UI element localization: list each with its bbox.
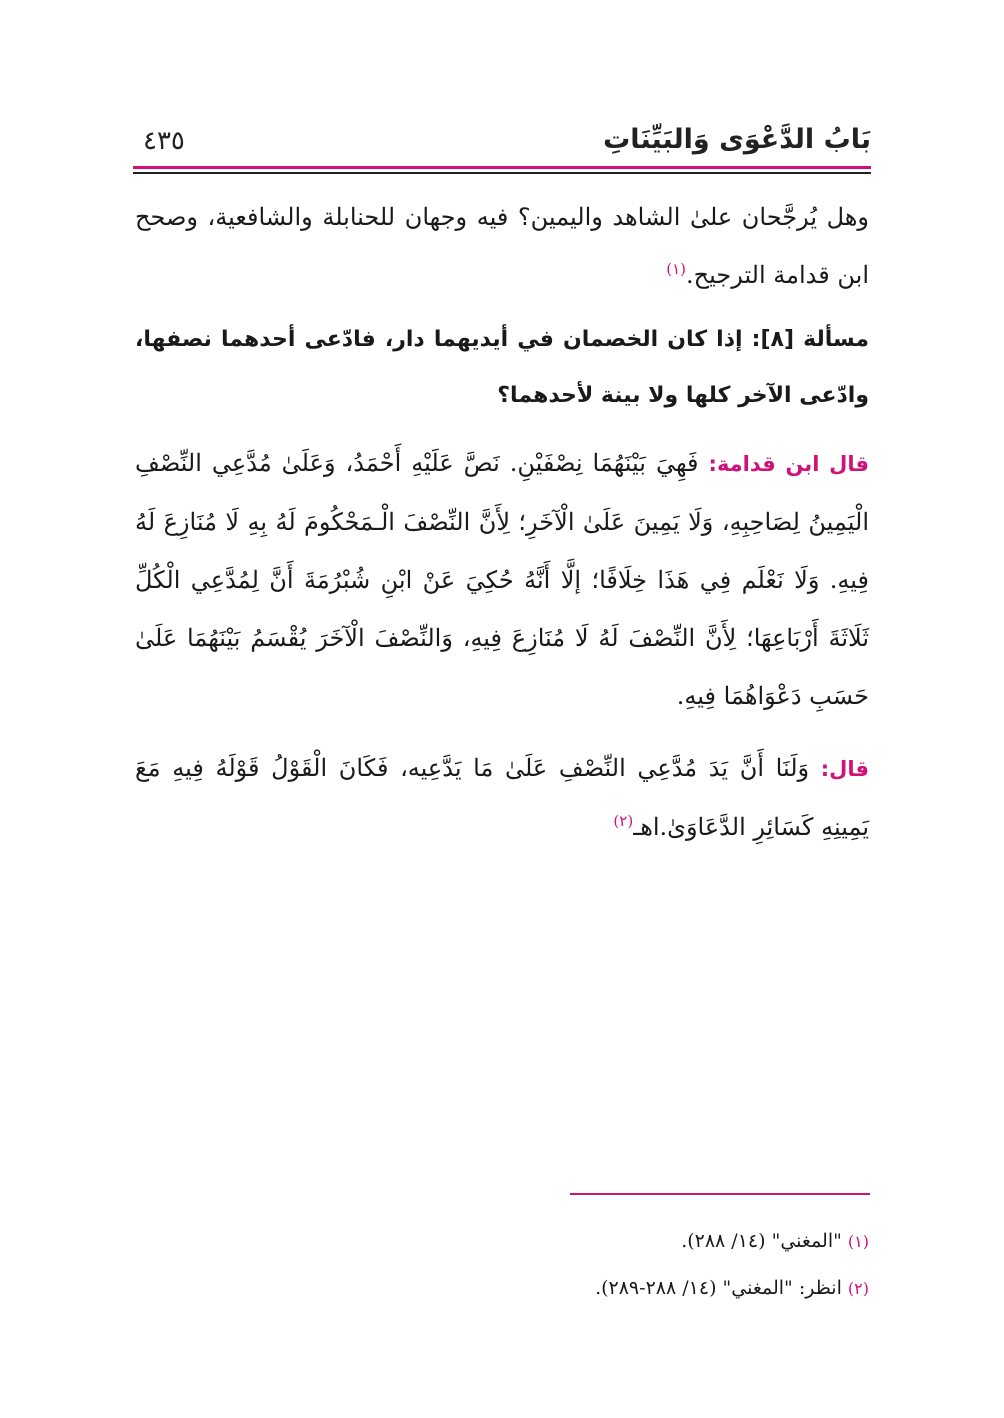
conclusion-text: وَلَنَا أَنَّ يَدَ مُدَّعِي النِّصْفِ عَلَىٰ مَا يَدَّعِيه، فَكَانَ الْقَوْلُ قَوْلَهُ فِيهِ مَعَ يَمِينِهِ كَسَائِرِ الدَّعَاوَىٰ.اهـ [135,754,869,841]
footnote-text: انظر: "المغني" (١٤/ ٢٨٨-٢٨٩). [595,1277,842,1299]
footnote-ref-2[interactable]: (٢) [613,812,634,830]
footnote-2 [135,1265,869,1312]
footnote-1 [135,1218,869,1265]
question-text: مسألة [٨]: إذا كان الخصمان في أيديهما دار، فادّعى أحدهما نصفها، وادّعى الآخر كلها ولا بينة لأحدهما؟ [135,327,869,408]
intro-text: وهل يُرجَّحان علىٰ الشاهد واليمين؟ فيه وجهان للحنابلة والشافعية، وصحح ابن قدامة الترجيح. [135,203,870,289]
conclusion-lead: قال: [820,757,869,781]
footnotes [135,1218,869,1312]
conclusion-paragraph [135,739,869,856]
footnote-number: (٢) [847,1279,869,1298]
quote-paragraph [135,434,869,725]
footnote-separator [570,1193,870,1195]
running-title: بَابُ الدَّعْوَى وَالبَيِّنَاتِ [603,124,871,155]
page-number: ٤٣٥ [143,126,185,156]
header-rule-magenta [133,166,871,169]
intro-paragraph [135,188,869,304]
quote-text: فَهِيَ بَيْنَهُمَا نِصْفَيْنِ. نَصَّ عَلَيْهِ أَحْمَدُ، وَعَلَىٰ مُدَّعِي النِّصْفِ الْيَمِينُ لِصَاحِبِهِ، وَلَا يَمِينَ عَلَىٰ الْآخَرِ؛ لِأَنَّ النِّصْفَ الْـمَحْكُومَ لَهُ بِهِ لَا مُنَازِعَ لَهُ فِيهِ. وَلَا نَعْلَم فِي هَذَا خِلَافًا؛ إلَّا أَنَّهُ حُكِيَ عَنْ ابْنِ شُبْرُمَةَ أَنَّ لِمُدَّعِي الْكُلِّ ثَلَاثَةَ أَرْبَاعِهَا؛ لِأَنَّ النِّصْفَ لَهُ لَا مُنَازِعَ فِيهِ، وَالنِّصْفَ الْآخَرَ يُقْسَمُ بَيْنَهُمَا عَلَىٰ حَسَبِ دَعْوَاهُمَا فِيهِ. [135,449,869,710]
footnote-ref-1[interactable]: (١) [666,260,686,278]
footnote-number: (١) [847,1232,869,1251]
header-rule-black [133,172,871,174]
page-header [133,118,871,168]
footnote-text: "المغني" (١٤/ ٢٨٨). [681,1230,842,1252]
page-body [135,188,869,856]
quote-lead: قال ابن قدامة: [708,452,869,476]
question-heading [135,312,869,424]
